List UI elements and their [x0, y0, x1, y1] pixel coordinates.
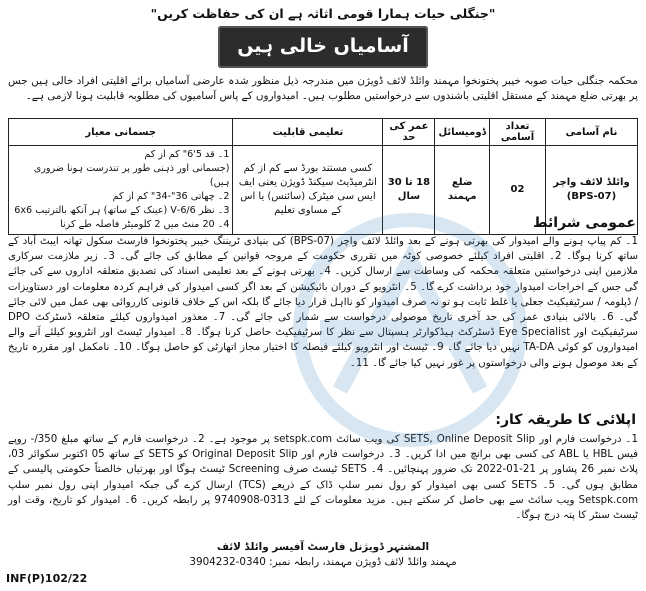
header-domicile: ڈومیسائل: [435, 119, 490, 146]
slogan: "جنگلی حیات ہمارا قومی اثاثہ ہے ان کی حفاظت کریں": [150, 6, 496, 21]
header-physical-standard: جسمانی معیار: [9, 119, 233, 146]
physical-line: 1۔ قد 5'6" کم از کم: [144, 149, 230, 160]
header-post-count: تعداد آسامی: [490, 119, 546, 146]
cell-age-limit: 18 تا 30 سال: [383, 146, 435, 235]
physical-line: 2۔ چھاتی 36"-34" کم از کم: [112, 191, 230, 202]
header-qualification: تعلیمی قابلیت: [233, 119, 383, 146]
cell-qualification: کسی مستند بورڈ سے کم از کم انٹرمیڈیٹ سیکنڈ ڈویژن یعنی ایف ایس سی میٹرک (سائنس) یا اس کے مساوی تعلیم: [233, 146, 383, 235]
physical-line: (جسمانی اور ذہنی طور پر تندرست ہونا ضروری ہیں): [33, 163, 230, 188]
signature-title: المشتہر ڈویژنل فارسٹ آفیسر وائلڈ لائف: [216, 541, 430, 553]
signature-block: [150, 540, 496, 570]
intro-paragraph: محکمہ جنگلی حیات صوبہ خیبر پختونخوا مہمند وائلڈ لائف ڈویژن میں مندرجہ ذیل منظور شدہ عارضی آسامیاں برائے اقلیتی افراد خالی ہیں جس پر بھرتی ضلع مہمند کے مستقل اقلیتی باشندوں سے درخواستیں مطلوب ہیں۔ امیدواروں کے پاس آسامیوں کی مطلوبہ قابلیت ہونا لازمی ہے۔: [8, 75, 638, 102]
vacancy-banner: آسامیاں خالی ہیں: [218, 26, 428, 68]
cell-post-count: 02: [490, 146, 546, 235]
table-header-row: [9, 119, 638, 146]
cell-domicile: ضلع مہمند: [435, 146, 490, 235]
cell-physical-standard: [9, 146, 233, 235]
conditions-paragraph: 1۔ کم پیاپ ہونے والے امیدوار کی بھرتی ہونے کے بعد وائلڈ لائف واچر (BPS-07) کی بنیادی ٹریننگ خیبر پختونخوا فارسٹ سکول تھانہ ایبٹ آباد کے ساتھ کرنا ہوگا۔ 2۔ اقلیتی افراد کیلئے خصوصی کوٹہ میں تقرری حکومت کے مروجہ قوانین کے مطابق کی جائے گی۔ 3۔ زیر ملازمت سرکاری ملازمین اپنی درخواستیں متعلقہ محکمہ کی وساطت سے ارسال کریں۔ 4۔ بھرتی ہونے کے بعد تعلیمی اسناد کی تصدیق متعلقہ اداروں سے کی جائے گی جس کے اخراجات امیدوار خود برداشت کرے گا۔ 5۔ انٹرویو کے دوران بائیکیشن کے بعد اگر کسی امیدوار کی فراہم کردہ معلومات اور دستاویزات / ڈپلومہ / سرٹیفیکیٹ جعلی یا غلط ثابت ہو تو نہ صرف امیدوار کو نااہل قرار دیا جائے گا بلکہ اس کے خلاف قانونی کارروائی بھی عمل میں لائی جائے گی۔ 6۔ بالائی بنیادی عمر کی حد آخری تاریخ موصولی درخواست سے شمار کی جائے گی۔ 7۔ معذور امیدواروں کیلئے متعلقہ ڈسٹرکٹ DPO سرٹیفیکیٹ اور Eye Specialist ڈسٹرکٹ ہیڈکوارٹر ہسپتال سے نظر کا سرٹیفیکیٹ حاصل کرنا ہوگا۔ 8۔ امیدوار ٹیسٹ اور انٹرویو کیلئے آنے والے امیدواروں کو کوئی TA-DA نہیں دیا جائے گا۔ 9۔ ٹیسٹ اور انٹرویو کیلئے فیصلہ کا اختیار مجاز اتھارٹی کو حاصل ہوگا۔ 10۔ نامکمل اور مقررہ تاریخ کے بعد موصول ہونے والی درخواستوں پر غور نہیں کیا جائے گا۔ 11۔: [8, 236, 639, 369]
physical-line: 3۔ نظر 6/6-V (عینک کے ساتھ) ہر آنکھ بالترتیب 6x6: [14, 205, 230, 216]
header-post-name: نام آسامی: [546, 119, 638, 146]
post-name: وائلڈ لائف واچر: [553, 177, 630, 188]
reference-number: INF(P)102/22: [6, 572, 88, 585]
post-scale: (BPS-07): [566, 191, 617, 202]
signature-contact: مہمند وائلڈ لائف ڈویژن مہمند، رابطہ نمبر: 0340-3904232: [189, 556, 457, 568]
header-age-limit: عمر کی حد: [383, 119, 435, 146]
method-paragraph: 1۔ درخواست فارم اور SETS, Online Deposit Slip کی ویب سائٹ setspk.com پر موجود ہے۔ 2۔ درخواست فارم کے ساتھ مبلغ 350/- روپے فیس HBL یا ABL کی کسی بھی برانچ میں ادا کریں۔ 3۔ درخواست فارم اور Original Deposit Slip کو SETS کے ساتھ 05 اکتوبر سکوائر 03، پلاٹ نمبر 26 پشاور پر 21-01-2022 تک ضرور پہنچائیں۔ 4۔ SETS ٹیسٹ صرف Screening ٹیسٹ ہوگا اور بھرتیاں خالصتاً حکومتی پالیسی کے مطابق ہوں گی۔ 5۔ SETS کسی بھی امیدوار کو رول نمبر سلپ ڈاک کے ذریعے (TCS) ارسال کرے گی جبکہ امیدوار اپنی رول نمبر سلپ Setspk.com ویب سائٹ سے بھی حاصل کر سکتے ہیں۔ مزید معلومات کے لئے 0313-9740908 پر رابطہ کریں۔ 6۔ امیدوار کو تاریخ، وقت اور ٹیسٹ سنٹر کا پتہ درج ہوگا۔: [8, 434, 639, 522]
physical-line: 4۔ 20 منٹ میں 2 کلومیٹر فاصلہ طے کرنا: [60, 219, 230, 230]
method-title: اپلائی کا طریقہ کار:: [495, 412, 636, 428]
conditions-title: عمومی شرائط: [533, 215, 636, 231]
